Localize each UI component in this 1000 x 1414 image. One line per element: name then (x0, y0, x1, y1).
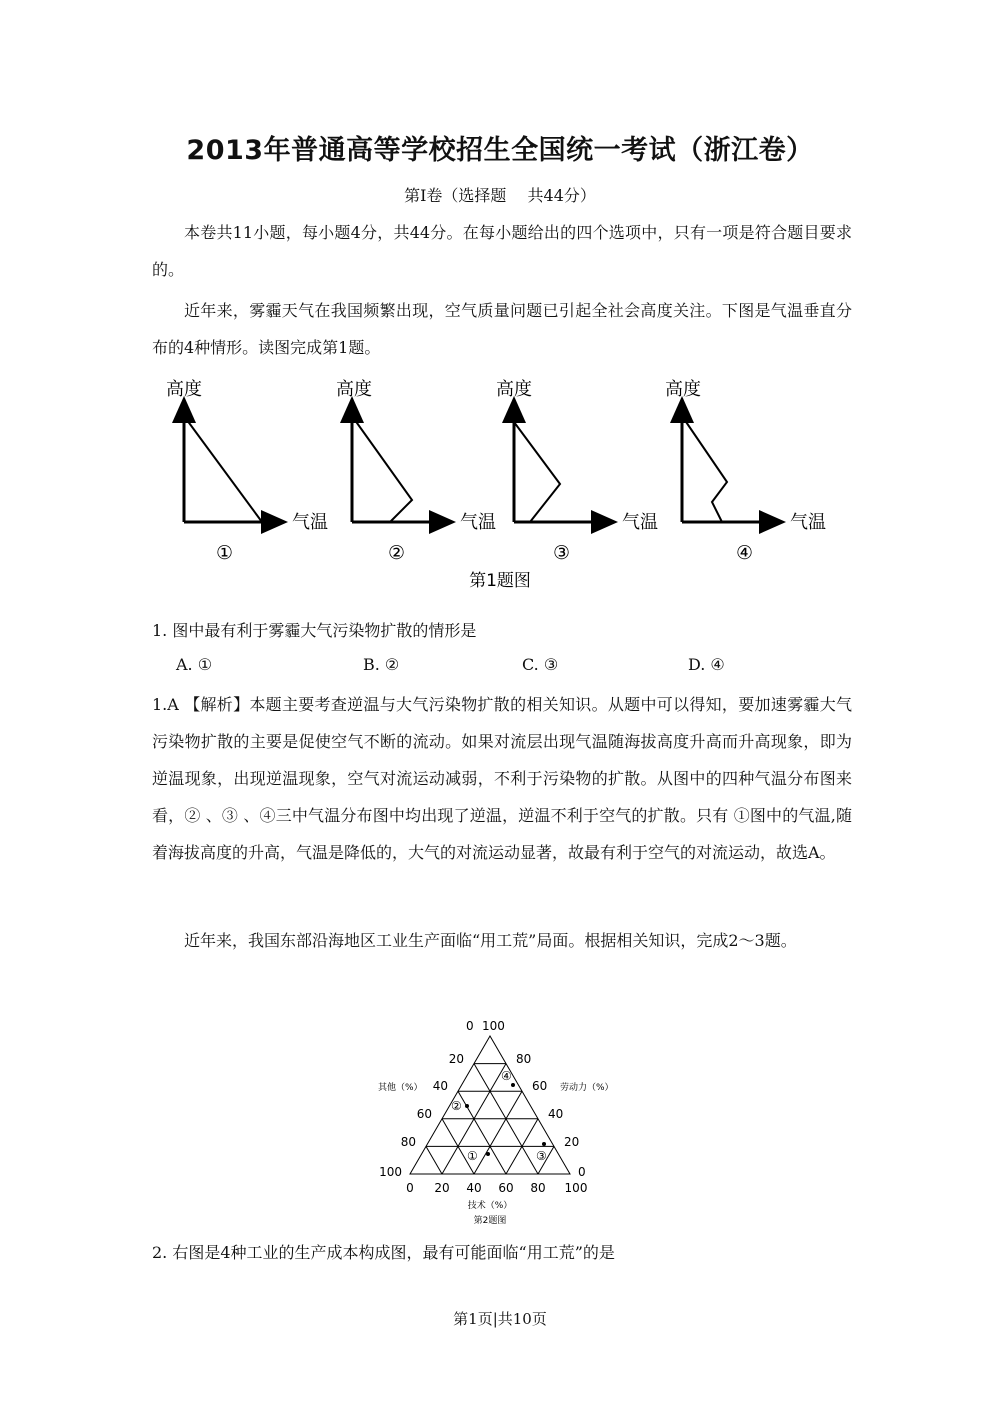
bottom-axis-label: 技术（%） (467, 1201, 513, 1211)
left-tick: 60 (416, 1107, 432, 1121)
figure-1-temperature-profiles (150, 372, 850, 602)
right-tick: 0 (578, 1165, 586, 1179)
point-dot (486, 1152, 490, 1156)
left-tick: 40 (432, 1079, 448, 1093)
figure-1-panel-label: ③ (553, 542, 571, 564)
option-d[interactable]: D. ④ (688, 655, 725, 674)
right-tick: 20 (564, 1135, 580, 1149)
figure-1-y-label: 高度 (665, 379, 701, 400)
figure-1-caption: 第1题图 (469, 571, 531, 591)
option-b[interactable]: B. ② (363, 655, 400, 674)
figure-1-x-label: 气温 (622, 512, 658, 533)
figure-1-y-label: 高度 (336, 379, 372, 400)
option-a[interactable]: A. ① (176, 655, 213, 674)
figure-1-x-label: 气温 (292, 512, 328, 533)
page-footer: 第1页|共10页 (453, 1310, 547, 1328)
question1-options (176, 655, 776, 677)
bottom-tick: 60 (498, 1181, 514, 1195)
figure-1-panel-label: ① (216, 542, 234, 564)
point-label: ② (451, 1099, 462, 1113)
figure-1-x-label: 气温 (790, 512, 826, 533)
figure-1-y-label: 高度 (166, 379, 202, 400)
right-tick: 80 (516, 1052, 532, 1066)
figure-1-x-label: 气温 (460, 512, 496, 533)
right-axis-label: 劳动力（%） (560, 1083, 614, 1093)
bottom-tick: 40 (466, 1181, 482, 1195)
figure-1-y-label: 高度 (496, 379, 532, 400)
option-c[interactable]: C. ③ (522, 655, 559, 674)
left-axis-label: 其他（%） (378, 1083, 423, 1093)
left-tick: 20 (448, 1052, 464, 1066)
right-tick: 60 (532, 1079, 548, 1093)
figure-2-ternary-diagram (370, 1012, 630, 1232)
question1-stem: 1. 图中最有利于雾霾大气污染物扩散的情形是 (152, 621, 477, 640)
figure-1-panel-label: ② (388, 542, 406, 564)
point-dot (542, 1142, 546, 1146)
question2-stem: 2. 右图是4种工业的生产成本构成图，最有可能面临“用工荒”的是 (152, 1243, 615, 1262)
left-tick: 100 (379, 1165, 402, 1179)
section-subtitle: 第Ⅰ卷（选择题 共44分） (404, 186, 596, 205)
figure-1-panel-label: ④ (736, 542, 754, 564)
bottom-tick: 80 (530, 1181, 546, 1195)
answer1-explanation: 1.A 【解析】本题主要考查逆温与大气污染物扩散的相关知识。从题中可以得知，要加速雾霾大气污染物扩散的主要是促使空气不断的流动。如果对流层出现气温随海拔高度升高而升高现象，即为逆温现象，出现逆温现象，空气对流运动减弱，不利于污染物的扩散。从图中的四种气温分布图来看，② 、③ 、④三中气温分布图中均出现了逆温，逆温不利于空气的扩散。只有 ①图中的气温,随着海拔高度的升高，气温是降低的，大气的对流运动显著，故最有利于空气的对流运动，故选A。 (152, 695, 852, 862)
point-label: ④ (501, 1069, 512, 1083)
top-tick: 0 (466, 1019, 474, 1033)
point-dot (465, 1104, 469, 1108)
question2-context: 近年来，我国东部沿海地区工业生产面临“用工荒”局面。根据相关知识，完成2～3题。 (184, 931, 797, 950)
figure-1-panel-1 (166, 379, 328, 564)
question1-context: 近年来，雾霾天气在我国频繁出现，空气质量问题已引起全社会高度关注。下图是气温垂直分布的4种情形。读图完成第1题。 (152, 301, 852, 357)
point-label: ① (467, 1149, 478, 1163)
figure-2-caption: 第2题图 (473, 1216, 507, 1226)
bottom-tick: 20 (434, 1181, 450, 1195)
bottom-tick: 100 (564, 1181, 588, 1195)
figure-1-panel-3 (496, 379, 658, 564)
page-title: 2013年普通高等学校招生全国统一考试（浙江卷） (186, 135, 814, 166)
top-tick: 100 (482, 1019, 505, 1033)
point-label: ③ (536, 1149, 547, 1163)
figure-1-panel-2 (336, 379, 496, 564)
right-tick: 40 (548, 1107, 564, 1121)
bottom-tick: 0 (406, 1181, 414, 1195)
figure-1-panel-4 (665, 379, 826, 564)
instructions-paragraph: 本卷共11小题，每小题4分，共44分。在每小题给出的四个选项中，只有一项是符合题目要求的。 (152, 223, 852, 279)
left-tick: 80 (400, 1135, 416, 1149)
point-dot (511, 1083, 515, 1087)
